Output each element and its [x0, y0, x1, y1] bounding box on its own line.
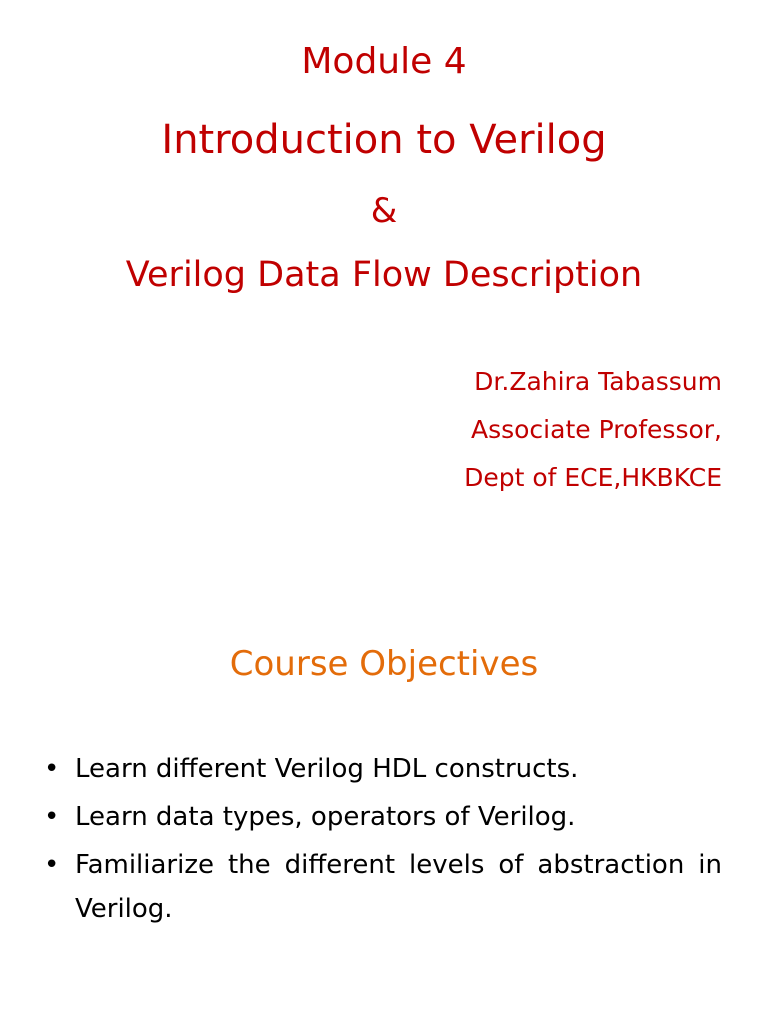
- list-item-text: Learn different Verilog HDL constructs.: [75, 754, 579, 784]
- presentation-title: Introduction to Verilog: [161, 117, 607, 163]
- presentation-subtitle: Verilog Data Flow Description: [125, 255, 643, 295]
- ampersand-separator: &: [370, 191, 398, 231]
- list-item: [40, 795, 722, 839]
- author-department: Dept of ECE,HKBKCE: [464, 463, 722, 492]
- list-item: [40, 843, 722, 931]
- module-title: Module 4: [301, 41, 467, 82]
- objectives-heading: Course Objectives: [229, 644, 539, 684]
- list-item-text: Learn data types, operators of Verilog.: [75, 802, 576, 832]
- author-name: Dr.Zahira Tabassum: [474, 367, 722, 396]
- bullet-icon: •: [44, 802, 60, 832]
- bullet-icon: •: [44, 850, 60, 880]
- objectives-slide: [0, 610, 768, 1024]
- author-position: Associate Professor,: [470, 415, 722, 444]
- bullet-icon: •: [44, 754, 60, 784]
- objectives-list: [40, 747, 722, 935]
- author-block: [464, 358, 722, 502]
- list-item-text: Familiarize the different levels of abstraction in Verilog.: [75, 850, 722, 924]
- list-item: [40, 747, 722, 791]
